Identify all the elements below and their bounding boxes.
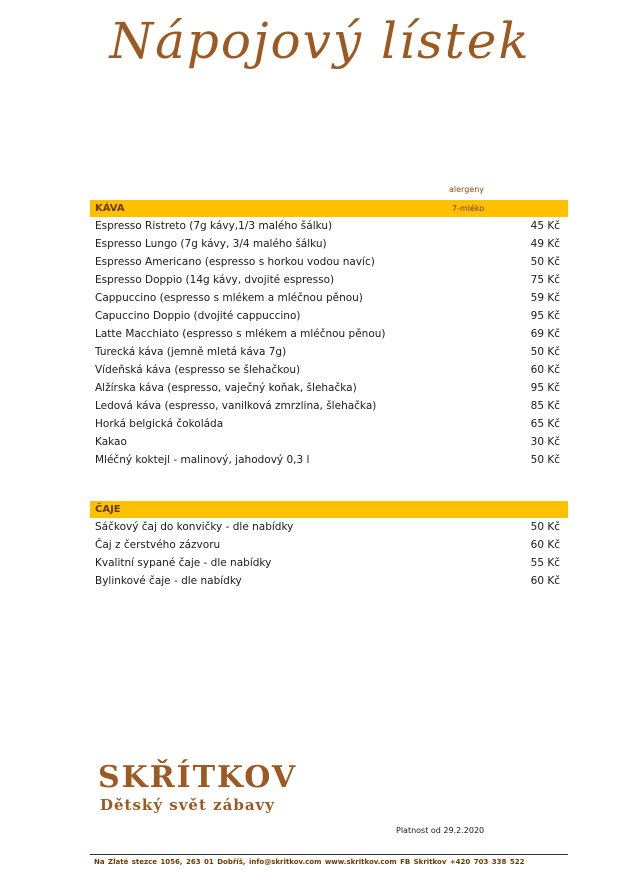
menu-item-name: Espresso Americano (espresso s horkou vodou navíc) <box>95 256 375 268</box>
menu-item-name: Ledová káva (espresso, vanilková zmrzlina, šlehačka) <box>95 400 377 412</box>
logo-tagline: Dětský svět zábavy <box>100 796 275 814</box>
brand-logo <box>98 760 318 820</box>
menu-item <box>90 307 568 325</box>
section-header <box>90 200 568 217</box>
section-title: KÁVA <box>95 203 125 214</box>
section-header <box>90 501 568 518</box>
menu-item-price: 95 Kč <box>530 382 560 394</box>
menu-item <box>90 379 568 397</box>
footer-contact: Na Zlaté stezce 1056, 263 01 Dobříš, info@skritkov.com www.skritkov.com FB Skritkov +420 703 338 522 <box>94 858 525 866</box>
menu-item-name: Sáčkový čaj do konvičky - dle nabídky <box>95 521 294 533</box>
menu-item-name: Horká belgická čokoláda <box>95 418 224 430</box>
menu-item <box>90 536 568 554</box>
menu-item-price: 30 Kč <box>530 436 560 448</box>
menu-item-price: 50 Kč <box>530 521 560 533</box>
menu-item-name: Espresso Ristreto (7g kávy,1/3 malého šálku) <box>95 220 333 232</box>
menu-item-price: 50 Kč <box>530 454 560 466</box>
menu-item <box>90 325 568 343</box>
menu-item-name: Alžírska káva (espresso, vaječný koňak, šlehačka) <box>95 382 357 394</box>
menu-item <box>90 518 568 536</box>
section-tea <box>90 501 568 590</box>
menu-item <box>90 289 568 307</box>
menu-item-price: 50 Kč <box>530 346 560 358</box>
menu-item-name: Mléčný koktejl - malinový, jahodový 0,3 l <box>95 454 310 466</box>
menu-item-name: Turecká káva (jemně mletá káva 7g) <box>95 346 287 358</box>
menu-item <box>90 235 568 253</box>
menu-item-name: Vídeňská káva (espresso se šlehačkou) <box>95 364 301 376</box>
menu-item <box>90 343 568 361</box>
section-coffee <box>90 200 568 469</box>
item-list <box>90 217 568 469</box>
allergen-column-header: alergeny <box>449 185 484 194</box>
menu-item-price: 45 Kč <box>530 220 560 232</box>
menu-item-name: Espresso Doppio (14g kávy, dvojité espresso) <box>95 274 335 286</box>
menu-item-price: 75 Kč <box>530 274 560 286</box>
section-allergen: 7-mléko <box>452 204 485 213</box>
menu-item <box>90 397 568 415</box>
menu-item-price: 95 Kč <box>530 310 560 322</box>
menu-item-price: 60 Kč <box>530 539 560 551</box>
menu-item <box>90 433 568 451</box>
menu-item-price: 60 Kč <box>530 364 560 376</box>
menu-item <box>90 415 568 433</box>
menu-item-price: 55 Kč <box>530 557 560 569</box>
menu-item <box>90 451 568 469</box>
menu-item-price: 59 Kč <box>530 292 560 304</box>
footer-divider <box>90 854 568 855</box>
menu-item-name: Espresso Lungo (7g kávy, 3/4 malého šálku) <box>95 238 327 250</box>
menu-item-name: Bylinkové čaje - dle nabídky <box>95 575 242 587</box>
section-title: ČAJE <box>95 504 121 515</box>
menu-item <box>90 253 568 271</box>
menu-item-name: Čaj z čerstvého zázvoru <box>95 539 221 551</box>
menu-item-name: Kakao <box>95 436 127 448</box>
menu-item <box>90 271 568 289</box>
menu-item-name: Capuccino Doppio (dvojité cappuccino) <box>95 310 301 322</box>
menu-item-price: 60 Kč <box>530 575 560 587</box>
menu-item-price: 50 Kč <box>530 256 560 268</box>
menu-item-price: 49 Kč <box>530 238 560 250</box>
menu-item <box>90 554 568 572</box>
menu-item-price: 69 Kč <box>530 328 560 340</box>
menu-item <box>90 572 568 590</box>
menu-item-name: Latte Macchiato (espresso s mlékem a mléčnou pěnou) <box>95 328 386 340</box>
menu-item-price: 65 Kč <box>530 418 560 430</box>
item-list <box>90 518 568 590</box>
logo-wordmark: SKŘÍTKOV <box>98 760 298 795</box>
menu-item-price: 85 Kč <box>530 400 560 412</box>
validity-date: Platnost od 29.2.2020 <box>396 826 485 835</box>
menu-item-name: Cappuccino (espresso s mlékem a mléčnou pěnou) <box>95 292 363 304</box>
menu-item <box>90 217 568 235</box>
menu-item-name: Kvalitní sypané čaje - dle nabídky <box>95 557 272 569</box>
menu-item <box>90 361 568 379</box>
page-title: Nápojový lístek <box>109 12 531 70</box>
